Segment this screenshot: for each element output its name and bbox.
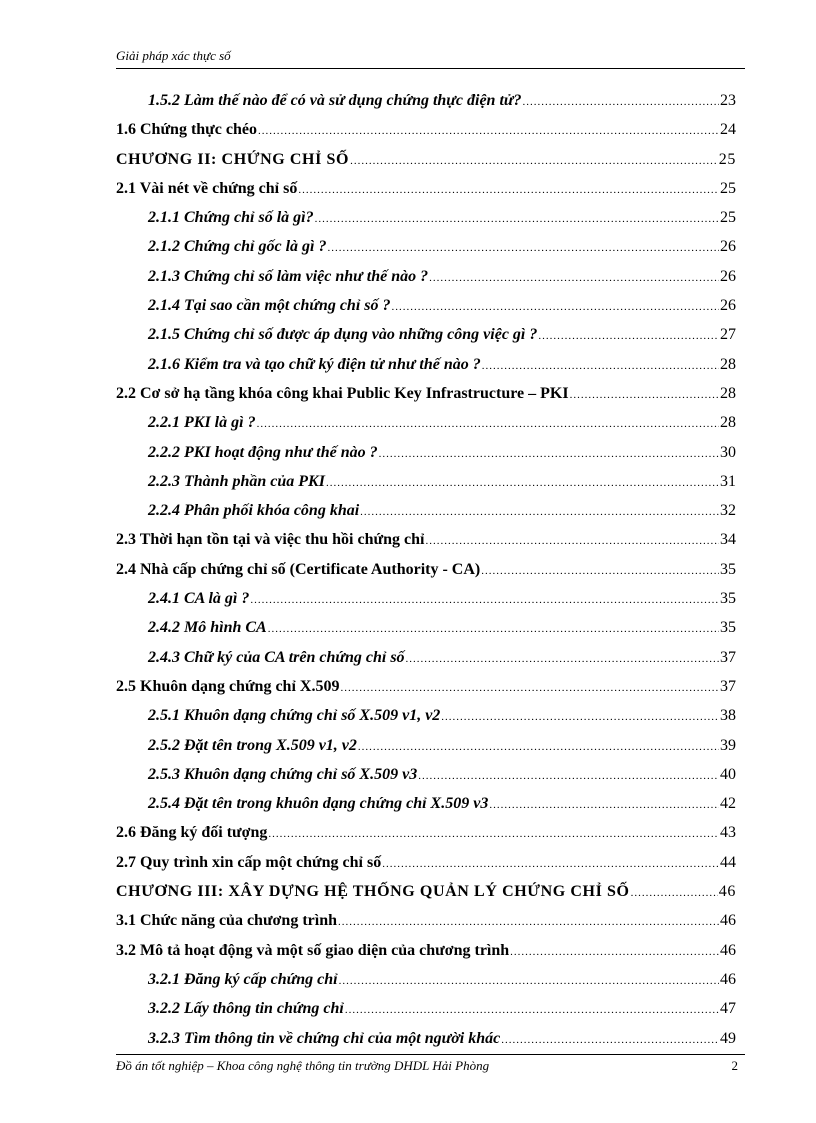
- toc-entry-title: 2.5.4 Đặt tên trong khuôn dạng chứng chỉ X.509 v3: [148, 795, 489, 813]
- toc-dot-leader: [631, 887, 718, 899]
- toc-entry-page: 26: [720, 297, 736, 315]
- toc-entry-page: 38: [720, 707, 736, 725]
- toc-entry: [116, 766, 736, 795]
- toc-entry-page: 32: [720, 502, 736, 520]
- toc-entry-page: 34: [720, 531, 736, 549]
- toc-entry: [116, 531, 736, 560]
- toc-dot-leader: [258, 125, 719, 137]
- toc-entry: [116, 561, 736, 590]
- toc-entry-page: 46: [718, 883, 736, 901]
- toc-entry-title: 2.6 Đăng ký đối tượng: [116, 824, 268, 842]
- toc-entry-page: 28: [720, 355, 736, 373]
- toc-entry-title: CHƯƠNG II: CHỨNG CHỈ SỐ: [116, 150, 350, 168]
- toc-entry-title: 3.2.3 Tìm thông tin về chứng chỉ của một người khác: [148, 1029, 501, 1047]
- table-of-contents: [116, 92, 736, 1059]
- toc-dot-leader: [338, 916, 719, 928]
- toc-entry-page: 35: [720, 560, 736, 578]
- toc-entry-page: 23: [720, 92, 736, 109]
- toc-entry-title: 2.5 Khuôn dạng chứng chỉ X.509: [116, 677, 340, 695]
- toc-entry-page: 25: [718, 150, 736, 168]
- toc-dot-leader: [360, 506, 719, 518]
- toc-entry-title: 2.1.1 Chứng chỉ số là gì?: [148, 209, 314, 227]
- page-footer: [116, 1058, 738, 1074]
- toc-entry-page: 25: [720, 209, 736, 227]
- toc-entry-title: 1.6 Chứng thực chéo: [116, 121, 257, 139]
- toc-entry-title: 2.4 Nhà cấp chứng chỉ số (Certificate Authority - CA): [116, 560, 481, 578]
- toc-entry-page: 28: [720, 414, 736, 432]
- toc-dot-leader: [340, 682, 719, 694]
- toc-dot-leader: [257, 418, 719, 430]
- toc-entry-title: 2.1.2 Chứng chỉ gốc là gì ?: [148, 238, 327, 256]
- toc-dot-leader: [328, 242, 720, 254]
- toc-entry: [116, 209, 736, 238]
- toc-entry: [116, 326, 736, 355]
- toc-entry-page: 30: [720, 443, 736, 461]
- toc-entry: [116, 678, 736, 707]
- toc-entry: [116, 121, 736, 150]
- toc-entry-page: 46: [720, 912, 736, 930]
- toc-entry-page: 25: [720, 179, 736, 197]
- toc-entry: [116, 238, 736, 267]
- toc-entry-page: 43: [720, 824, 736, 842]
- toc-entry-title: 3.1 Chức năng của chương trình: [116, 912, 337, 930]
- toc-dot-leader: [510, 946, 719, 958]
- toc-dot-leader: [250, 594, 719, 606]
- footer-text: Đồ án tốt nghiệp – Khoa công nghệ thông tin trường DHDL Hải Phòng: [116, 1058, 490, 1073]
- toc-entry: [116, 1000, 736, 1029]
- toc-dot-leader: [501, 1034, 719, 1046]
- toc-dot-leader: [429, 272, 719, 284]
- toc-dot-leader: [489, 799, 719, 811]
- toc-entry-page: 37: [720, 677, 736, 695]
- toc-entry: [116, 971, 736, 1000]
- toc-entry-title: 2.2 Cơ sở hạ tầng khóa công khai Public Key Infrastructure – PKI: [116, 384, 569, 402]
- toc-entry-title: 2.2.2 PKI hoạt động như thế nào ?: [148, 443, 378, 461]
- toc-entry-page: 35: [720, 619, 736, 637]
- toc-dot-leader: [379, 448, 719, 460]
- toc-dot-leader: [522, 96, 719, 108]
- toc-entry-page: 26: [720, 267, 736, 285]
- header-divider: [116, 68, 745, 69]
- toc-entry: [116, 795, 736, 824]
- toc-entry-page: 35: [720, 590, 736, 608]
- toc-entry-page: 42: [720, 795, 736, 813]
- toc-entry-title: 3.2.1 Đăng ký cấp chứng chỉ: [148, 970, 338, 988]
- toc-entry-title: 2.2.4 Phân phối khóa công khai: [148, 502, 360, 520]
- toc-dot-leader: [350, 155, 718, 167]
- page-number: 2: [731, 1058, 738, 1073]
- toc-entry: [116, 942, 736, 971]
- toc-entry-page: 31: [720, 472, 736, 490]
- toc-entry-page: 44: [720, 853, 736, 871]
- toc-entry-title: 2.5.3 Khuôn dạng chứng chỉ số X.509 v3: [148, 765, 418, 783]
- toc-entry-title: 3.2 Mô tả hoạt động và một số giao diện của chương trình: [116, 941, 510, 959]
- toc-entry-title: 3.2.2 Lấy thông tin chứng chỉ: [148, 1000, 344, 1018]
- toc-dot-leader: [481, 565, 719, 577]
- toc-entry: [116, 649, 736, 678]
- toc-entry: [116, 502, 736, 531]
- toc-entry-title: 2.4.2 Mô hình CA: [148, 619, 267, 637]
- toc-entry-title: 2.2.1 PKI là gì ?: [148, 414, 256, 432]
- toc-dot-leader: [268, 623, 719, 635]
- toc-entry-title: CHƯƠNG III: XÂY DỰNG HỆ THỐNG QUẢN LÝ CHỨNG CHỈ SỐ: [116, 883, 630, 901]
- toc-entry: [116, 92, 736, 121]
- toc-dot-leader: [418, 770, 719, 782]
- toc-entry-title: 2.3 Thời hạn tồn tại và việc thu hồi chứng chỉ: [116, 531, 425, 549]
- toc-entry-title: 2.2.3 Thành phần của PKI: [148, 472, 325, 490]
- toc-entry: [116, 268, 736, 297]
- toc-dot-leader: [482, 360, 719, 372]
- footer-divider: [116, 1054, 745, 1055]
- toc-entry-title: 2.1.4 Tại sao cần một chứng chỉ số ?: [148, 297, 391, 315]
- toc-entry: [116, 385, 736, 414]
- toc-entry-page: 46: [720, 970, 736, 988]
- toc-dot-leader: [315, 213, 719, 225]
- toc-dot-leader: [392, 301, 720, 313]
- toc-dot-leader: [538, 330, 719, 342]
- toc-dot-leader: [268, 828, 719, 840]
- toc-entry: [116, 590, 736, 619]
- toc-entry-page: 40: [720, 765, 736, 783]
- toc-chapter-entry: [116, 151, 736, 180]
- toc-entry: [116, 180, 736, 209]
- toc-entry-page: 26: [720, 238, 736, 256]
- toc-entry-title: 2.1.6 Kiểm tra và tạo chữ ký điện tử như thế nào ?: [148, 355, 481, 373]
- toc-dot-leader: [358, 741, 719, 753]
- toc-entry-page: 28: [720, 384, 736, 402]
- toc-entry-title: 2.1.5 Chứng chỉ số được áp dụng vào những công việc gì ?: [148, 326, 538, 344]
- toc-entry-title: 2.4.3 Chữ ký của CA trên chứng chỉ số: [148, 648, 405, 666]
- toc-entry: [116, 444, 736, 473]
- toc-dot-leader: [298, 184, 719, 196]
- toc-entry: [116, 414, 736, 443]
- toc-dot-leader: [326, 477, 719, 489]
- toc-dot-leader: [406, 653, 719, 665]
- toc-entry: [116, 473, 736, 502]
- toc-entry-title: 2.1 Vài nét về chứng chỉ số: [116, 179, 298, 197]
- toc-dot-leader: [382, 858, 719, 870]
- toc-chapter-entry: [116, 883, 736, 912]
- toc-entry: [116, 297, 736, 326]
- toc-entry-title: 2.4.1 CA là gì ?: [148, 590, 250, 608]
- toc-dot-leader: [345, 1004, 719, 1016]
- toc-entry-page: 47: [720, 1000, 736, 1018]
- toc-entry: [116, 737, 736, 766]
- page-header: Giải pháp xác thực số: [116, 48, 231, 63]
- toc-entry-title: 2.1.3 Chứng chỉ số làm việc như thế nào ?: [148, 267, 429, 285]
- toc-entry-title: 2.5.2 Đặt tên trong X.509 v1, v2: [148, 736, 357, 754]
- toc-entry-page: 24: [720, 121, 736, 139]
- toc-entry-page: 39: [720, 736, 736, 754]
- toc-entry: [116, 707, 736, 736]
- toc-entry-page: 27: [720, 326, 736, 344]
- toc-dot-leader: [570, 389, 719, 401]
- toc-entry-title: 2.7 Quy trình xin cấp một chứng chỉ số: [116, 853, 382, 871]
- toc-entry-page: 49: [720, 1029, 736, 1047]
- toc-entry-page: 46: [720, 941, 736, 959]
- toc-dot-leader: [425, 535, 719, 547]
- toc-entry: [116, 824, 736, 853]
- toc-entry-title: 2.5.1 Khuôn dạng chứng chỉ số X.509 v1, v2: [148, 707, 441, 725]
- toc-dot-leader: [441, 711, 719, 723]
- toc-entry-page: 37: [720, 648, 736, 666]
- toc-dot-leader: [339, 975, 719, 987]
- toc-entry: [116, 356, 736, 385]
- toc-entry: [116, 619, 736, 648]
- toc-entry: [116, 912, 736, 941]
- toc-entry-title: 1.5.2 Làm thế nào để có và sử dụng chứng thực điện tử?: [148, 92, 522, 109]
- toc-entry: [116, 854, 736, 883]
